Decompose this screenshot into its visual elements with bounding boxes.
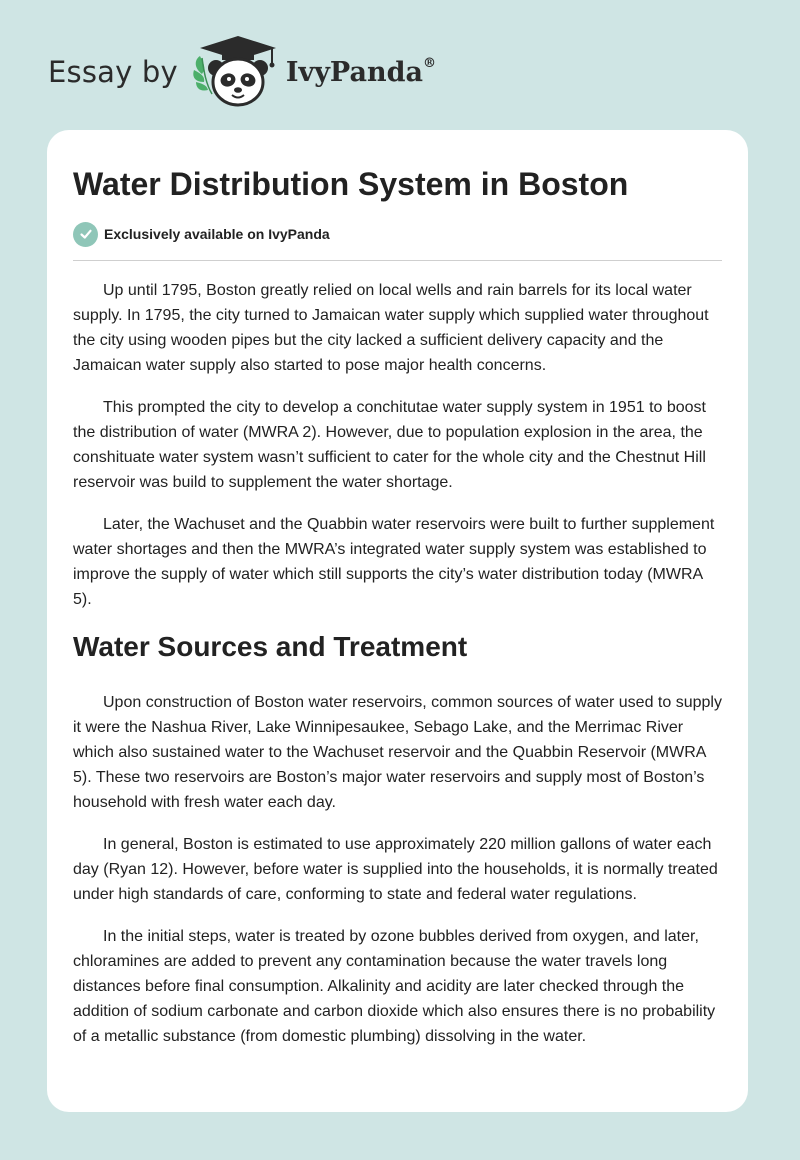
brand-name[interactable] <box>286 57 436 88</box>
panda-graduation-cap-icon[interactable] <box>192 34 284 110</box>
divider <box>73 260 722 261</box>
brand-text[interactable]: IvyPanda <box>285 56 423 88</box>
check-icon <box>73 222 98 247</box>
page-title: Water Distribution System in Boston <box>73 166 629 202</box>
paragraph: Upon construction of Boston water reservoirs, common sources of water used to supply it were the Nashua River, Lake Winnipesaukee, Sebago Lake, and the Merrimac River which also sustained water to the Wachuset reservoir and the Quabbin Reservoir (MWRA 5). These two reservoirs are Boston’s major water reservoirs and supply most of Boston’s household with fresh water each day. <box>73 694 722 811</box>
paragraph: This prompted the city to develop a conchitutae water supply system in 1951 to boost the distribution of water (MWRA 2). However, due to population explosion in the area, the conshituate water system wasn’t sufficient to cater for the whole city and the Chestnut Hill reservoir was build to supplement the water shortage. <box>73 399 706 491</box>
registered-mark: ® <box>422 55 436 71</box>
paragraph: In the initial steps, water is treated by ozone bubbles derived from oxygen, and later, chloramines are added to prevent any contamination because the water travels long distances before final consumption. Alkalinity and acidity are later checked through the addition of sodium carbonate and carbon dioxide which also ensures there is no probability of a metallic substance (from domestic plumbing) dissolving in the water. <box>73 928 716 1045</box>
essay-card <box>47 130 748 1112</box>
paragraph: Up until 1795, Boston greatly relied on local wells and rain barrels for its local water supply. In 1795, the city turned to Jamaican water supply which supplied water throughout the city using wooden pipes but the city lacked a sufficient delivery capacity and the Jamaican water supply also started to pose major health concerns. <box>73 282 709 374</box>
exclusive-label: Exclusively available on IvyPanda <box>104 226 330 242</box>
exclusive-badge <box>73 221 722 247</box>
paragraph: Later, the Wachuset and the Quabbin water reservoirs were built to further supplement water shortages and then the MWRA’s integrated water supply system was established to improve the supply of water which still supports the city’s water distribution today (MWRA 5). <box>73 516 715 608</box>
essay-by-label: Essay by <box>48 55 178 89</box>
site-header <box>48 34 436 110</box>
paragraph: In general, Boston is estimated to use approximately 220 million gallons of water each day (Ryan 12). However, before water is supplied into the households, it is normally treated under high standards of care, conforming to state and federal water regulations. <box>73 836 718 903</box>
section-heading: Water Sources and Treatment <box>73 631 468 662</box>
